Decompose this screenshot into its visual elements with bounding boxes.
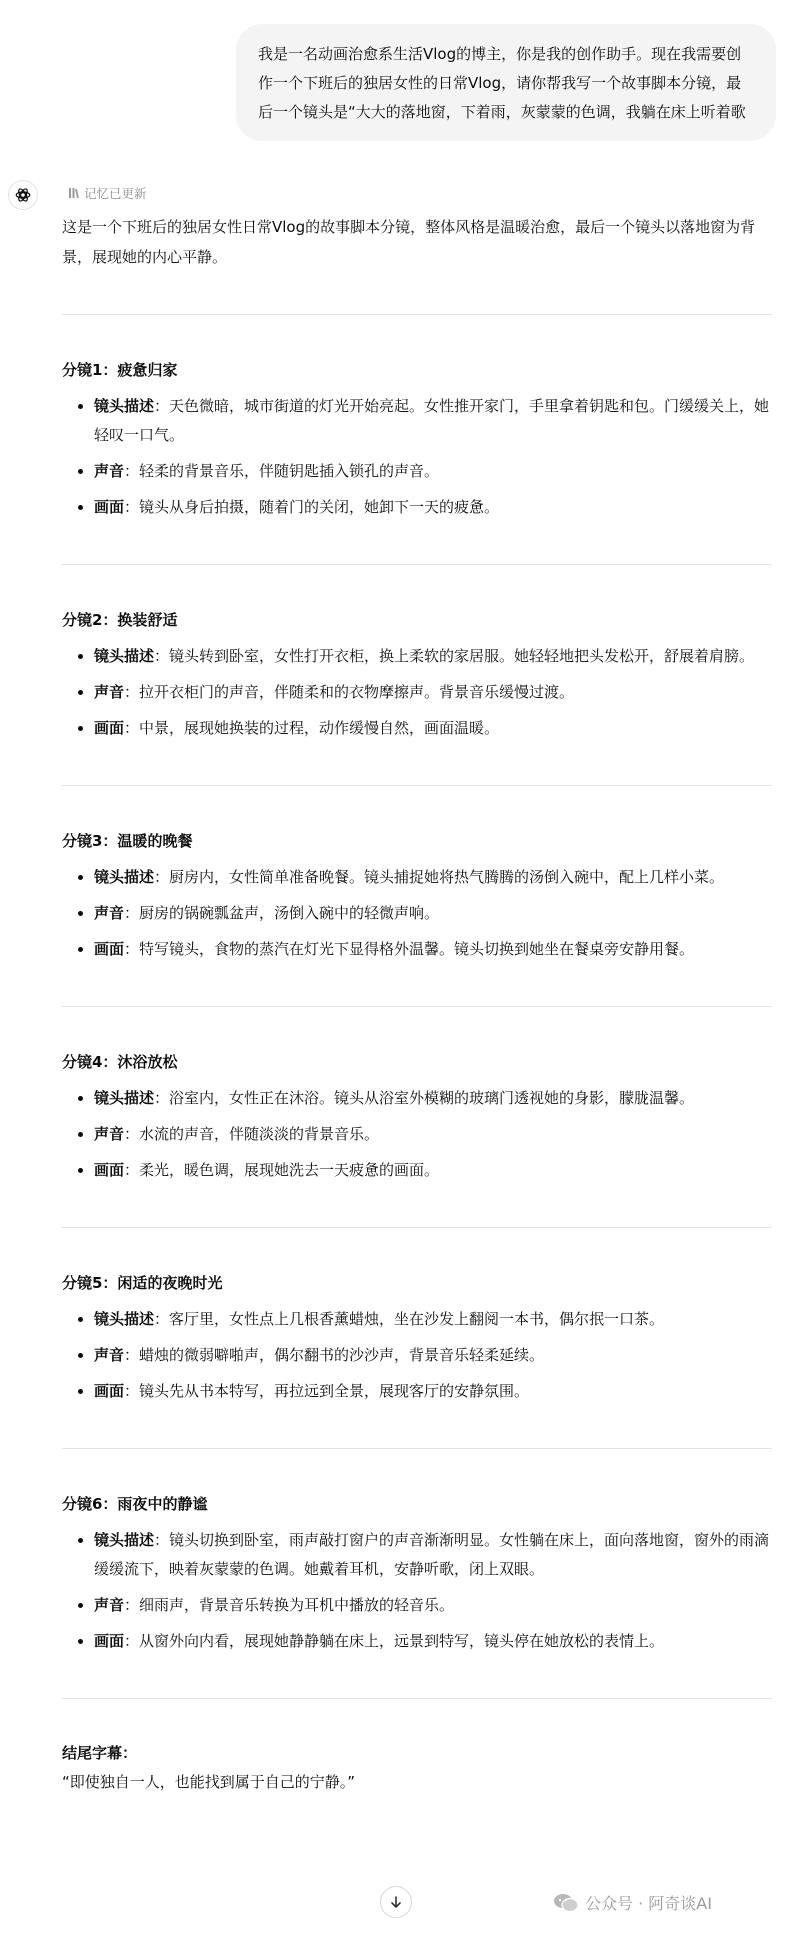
list-item <box>94 1084 772 1113</box>
item-label: 画面 <box>94 498 125 516</box>
item-text: ：蜡烛的微弱噼啪声，偶尔翻书的沙沙声，背景音乐轻柔延续。 <box>124 1346 545 1364</box>
watermark-text: 公众号 · 阿奇谈AI <box>585 1894 712 1913</box>
storyboard-section <box>62 1007 772 1185</box>
list-item <box>94 899 772 928</box>
item-label: 声音 <box>94 1596 125 1614</box>
section-title: 分镜5：闲适的夜晚时光 <box>62 1274 223 1292</box>
list-item <box>94 1156 772 1185</box>
item-text: ：中景，展现她换装的过程，动作缓慢自然，画面温暖。 <box>124 719 500 737</box>
item-label: 镜头描述 <box>94 397 155 415</box>
item-text: ：厨房内，女性简单准备晚餐。镜头捕捉她将热气腾腾的汤倒入碗中，配上几样小菜。 <box>154 868 725 886</box>
item-label: 画面 <box>94 719 125 737</box>
response-intro: 这是一个下班后的独居女性日常Vlog的故事脚本分镜，整体风格是温暖治愈，最后一个镜头以落地窗为背景，展现她的内心平静。 <box>62 218 756 266</box>
item-label: 声音 <box>94 683 125 701</box>
item-text: ：镜头转到卧室，女性打开衣柜，换上柔软的家居服。她轻轻地把头发松开，舒展着肩膀。 <box>154 647 755 665</box>
storyboard-section <box>62 565 772 743</box>
list-item <box>94 1305 772 1334</box>
section-list <box>62 642 772 743</box>
memory-updated-indicator[interactable] <box>68 184 147 202</box>
section-list <box>62 1084 772 1185</box>
memory-status-label: 记忆已更新 <box>84 186 147 201</box>
item-label: 镜头描述 <box>94 1310 155 1328</box>
section-list <box>62 392 772 522</box>
watermark <box>553 1891 712 1914</box>
item-text: ：镜头切换到卧室，雨声敲打窗户的声音渐渐明显。女性躺在床上，面向落地窗，窗外的雨滴缓缓流下，映着灰蒙蒙的色调。她戴着耳机，安静听歌，闭上双眼。 <box>94 1531 770 1578</box>
item-text: ：厨房的锅碗瓢盆声，汤倒入碗中的轻微声响。 <box>124 904 440 922</box>
item-text: ：天色微暗，城市街道的灯光开始亮起。女性推开家门，手里拿着钥匙和包。门缓缓关上，她轻叹一口气。 <box>94 397 770 444</box>
item-label: 画面 <box>94 1382 125 1400</box>
storyboard-sections <box>62 314 772 1656</box>
section-list <box>62 1305 772 1406</box>
list-item <box>94 1591 772 1620</box>
list-item <box>94 935 772 964</box>
storyboard-section <box>62 786 772 964</box>
item-text: ：柔光，暖色调，展现她洗去一天疲惫的画面。 <box>124 1161 440 1179</box>
memory-icon <box>68 187 79 199</box>
item-text: ：特写镜头，食物的蒸汽在灯光下显得格外温馨。镜头切换到她坐在餐桌旁安静用餐。 <box>124 940 695 958</box>
storyboard-section <box>62 1228 772 1406</box>
item-text: ：轻柔的背景音乐，伴随钥匙插入锁孔的声音。 <box>124 462 440 480</box>
wechat-icon <box>553 1893 579 1913</box>
list-item <box>94 1526 772 1584</box>
section-title: 分镜4：沐浴放松 <box>62 1053 178 1071</box>
item-text: ：水流的声音，伴随淡淡的背景音乐。 <box>124 1125 380 1143</box>
section-list <box>62 1526 772 1656</box>
ending-caption <box>62 1699 772 1797</box>
list-item <box>94 642 772 671</box>
list-item <box>94 714 772 743</box>
section-title: 分镜2：换装舒适 <box>62 611 178 629</box>
item-label: 画面 <box>94 1161 125 1179</box>
storyboard-section <box>62 1449 772 1656</box>
list-item <box>94 678 772 707</box>
item-label: 画面 <box>94 1632 125 1650</box>
item-label: 镜头描述 <box>94 1531 155 1549</box>
list-item <box>94 1377 772 1406</box>
user-message-bubble: 我是一名动画治愈系生活Vlog的博主，你是我的创作助手。现在我需要创作一个下班后的独居女性的日常Vlog，请你帮我写一个故事脚本分镜，最后一个镜头是“大大的落地窗，下着雨，灰蒙蒙的色调，我躺在床上听着歌 <box>236 24 776 141</box>
section-title: 分镜3：温暖的晚餐 <box>62 832 193 850</box>
item-text: ：镜头从身后拍摄，随着门的关闭，她卸下一天的疲惫。 <box>124 498 500 516</box>
ending-caption-label: 结尾字幕： <box>62 1744 138 1762</box>
list-item <box>94 1341 772 1370</box>
openai-logo-icon <box>14 186 32 204</box>
item-text: ：从窗外向内看，展现她静静躺在床上，远景到特写，镜头停在她放松的表情上。 <box>124 1632 665 1650</box>
item-text: ：镜头先从书本特写，再拉远到全景，展现客厅的安静氛围。 <box>124 1382 530 1400</box>
assistant-avatar <box>8 180 38 210</box>
arrow-down-icon <box>389 1895 403 1909</box>
ending-caption-text: “即使独自一人，也能找到属于自己的宁静。” <box>62 1773 356 1791</box>
section-title: 分镜1：疲惫归家 <box>62 361 178 379</box>
item-label: 镜头描述 <box>94 1089 155 1107</box>
section-list <box>62 863 772 964</box>
item-text: ：拉开衣柜门的声音，伴随柔和的衣物摩擦声。背景音乐缓慢过渡。 <box>124 683 575 701</box>
item-label: 声音 <box>94 462 125 480</box>
section-title: 分镜6：雨夜中的静谧 <box>62 1495 208 1513</box>
item-text: ：细雨声，背景音乐转换为耳机中播放的轻音乐。 <box>124 1596 455 1614</box>
list-item <box>94 493 772 522</box>
list-item <box>94 392 772 450</box>
item-label: 声音 <box>94 904 125 922</box>
item-text: ：浴室内，女性正在沐浴。镜头从浴室外模糊的玻璃门透视她的身影，朦胧温馨。 <box>154 1089 695 1107</box>
item-label: 声音 <box>94 1125 125 1143</box>
item-label: 镜头描述 <box>94 647 155 665</box>
scroll-down-button[interactable] <box>380 1886 412 1918</box>
list-item <box>94 1120 772 1149</box>
assistant-response <box>62 212 772 1797</box>
storyboard-section <box>62 315 772 522</box>
list-item <box>94 1627 772 1656</box>
list-item <box>94 457 772 486</box>
item-text: ：客厅里，女性点上几根香薰蜡烛，坐在沙发上翻阅一本书，偶尔抿一口茶。 <box>154 1310 665 1328</box>
item-label: 镜头描述 <box>94 868 155 886</box>
list-item <box>94 863 772 892</box>
item-label: 画面 <box>94 940 125 958</box>
item-label: 声音 <box>94 1346 125 1364</box>
